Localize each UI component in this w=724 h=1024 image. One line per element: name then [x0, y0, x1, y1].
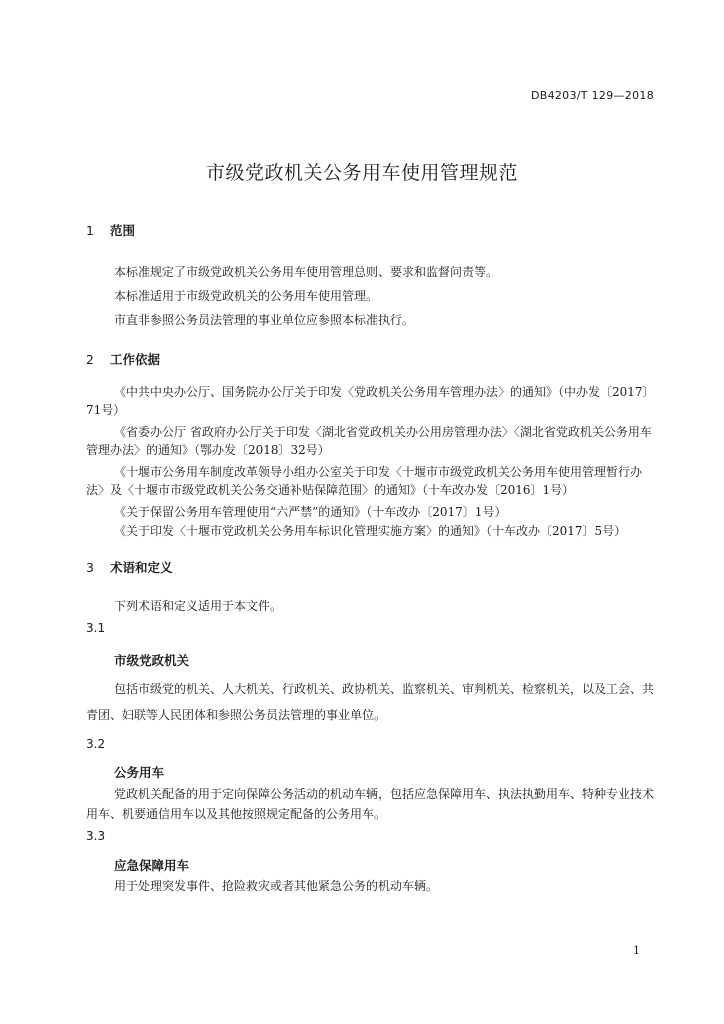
section-number: 1: [86, 223, 94, 238]
reference-1: 《中共中央办公厅、国务院办公厅关于印发〈党政机关公务用车管理办法〉的通知》（中办发〔2017〕71号）: [86, 385, 655, 417]
section-3-intro: 下列术语和定义适用于本文件。: [114, 599, 283, 613]
section-title: 术语和定义: [110, 560, 173, 575]
reference-5: 《关于印发〈十堰市党政机关公务用车标识化管理实施方案〉的通知》（十车改办〔2017〕5号）: [114, 524, 627, 538]
section-number: 3: [86, 560, 94, 575]
term-title: 公务用车: [114, 765, 165, 780]
section-1-paragraph-3: 市直非参照公务员法管理的事业单位应参照本标准执行。: [114, 313, 415, 327]
term-definition: 包括市级党的机关、人大机关、行政机关、政协机关、监察机关、审判机关、检察机关，以及工会、共青团、妇联等人民团体和参照公务员法管理的事业单位。: [86, 682, 655, 722]
clause-number: 3.1: [86, 621, 106, 635]
reference-2: 《省委办公厅 省政府办公厅关于印发〈湖北省党政机关办公用房管理办法〉〈湖北省党政机关公务用车管理办法〉的通知》（鄂办发〔2018〕32号）: [86, 425, 652, 457]
section-1-heading: [86, 221, 135, 239]
document-title: 市级党政机关公务用车使用管理规范: [205, 162, 518, 184]
clause-number: 3.3: [86, 829, 106, 843]
standard-code: DB4203/T 129—2018: [530, 89, 654, 102]
section-title: 工作依据: [110, 352, 161, 367]
term-definition: 党政机关配备的用于定向保障公务活动的机动车辆，包括应急保障用车、执法执勤用车、特种专业技术用车、机要通信用车以及其他按照规定配备的公务用车。: [86, 787, 655, 821]
clause-number: 3.2: [86, 737, 106, 751]
page-number: 1: [633, 944, 640, 957]
section-1-paragraph-2: 本标准适用于市级党政机关的公务用车使用管理。: [114, 289, 379, 303]
reference-3: 《十堰市公务用车制度改革领导小组办公室关于印发〈十堰市市级党政机关公务用车使用管理暂行办法〉及〈十堰市市级党政机关公务交通补贴保障范围〉的通知》（十车改办发〔2016〕1号）: [86, 465, 643, 497]
term-definition: 用于处理突发事件、抢险救灾或者其他紧急公务的机动车辆。: [114, 879, 439, 893]
section-2-heading: [86, 350, 160, 368]
term-title: 市级党政机关: [114, 653, 190, 668]
section-title: 范围: [110, 223, 136, 238]
term-title: 应急保障用车: [114, 858, 190, 873]
section-3-heading: [86, 558, 173, 576]
reference-4: 《关于保留公务用车管理使用“六严禁”的通知》（十车改办〔2017〕1号）: [114, 505, 507, 519]
section-number: 2: [86, 352, 94, 367]
section-1-paragraph-1: 本标准规定了市级党政机关公务用车使用管理总则、要求和监督问责等。: [114, 265, 499, 279]
